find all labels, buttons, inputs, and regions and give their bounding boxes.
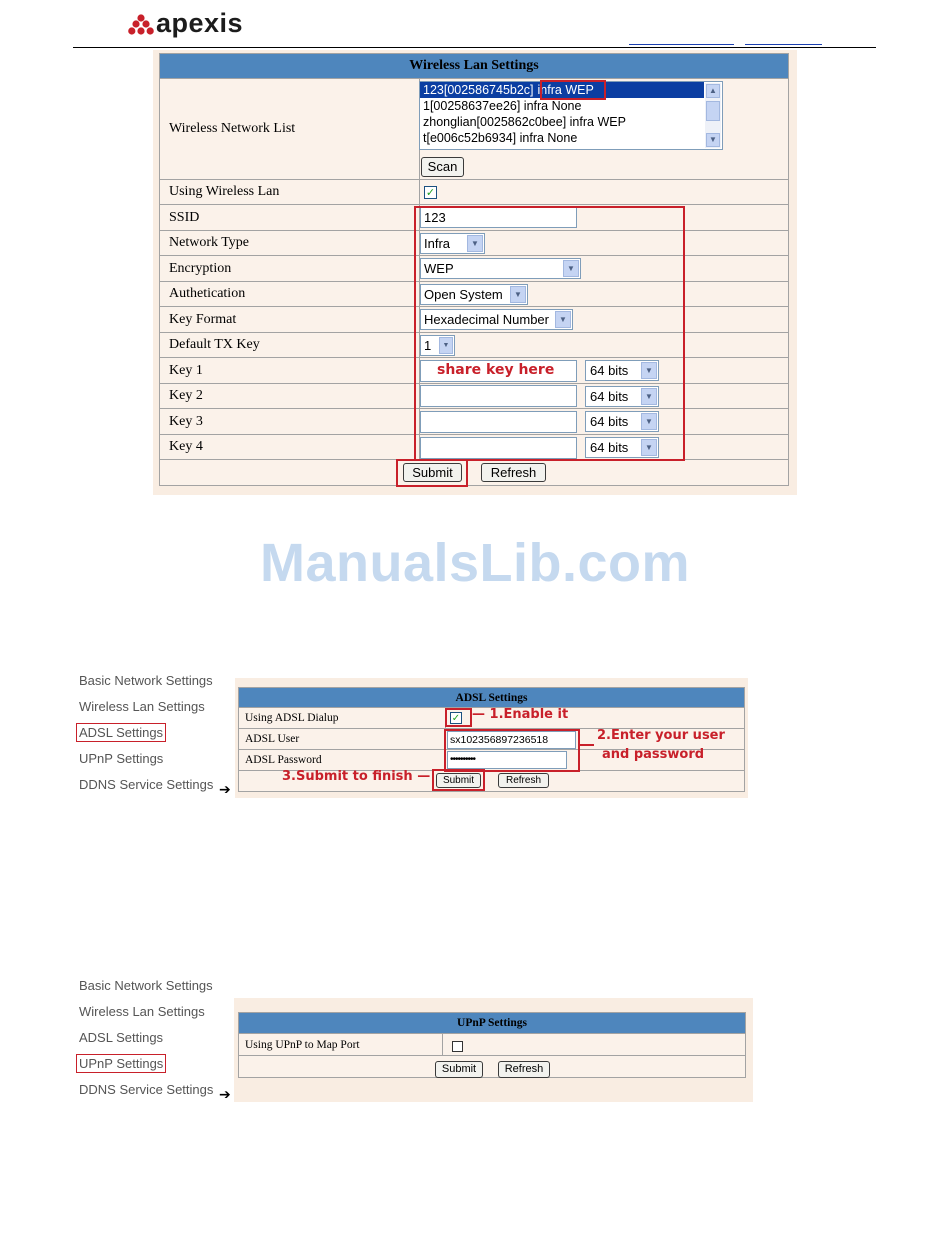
watermark: ManualsLib.com <box>259 533 691 593</box>
network-item[interactable]: 1[00258637ee26] infra None <box>423 99 582 113</box>
header-rule <box>73 47 876 48</box>
chevron-down-icon: ▼ <box>439 337 453 354</box>
arrow-right-icon: ➔ <box>219 1087 231 1103</box>
menu-ddns-service[interactable]: DDNS Service Settings <box>79 777 214 792</box>
adsl-password-input[interactable]: •••••••••• <box>447 751 567 769</box>
highlight-adsl-submit <box>432 769 485 791</box>
menu-upnp-settings[interactable]: UPnP Settings <box>79 751 164 766</box>
label-adsl-password: ADSL Password <box>239 750 446 771</box>
label-key-2: Key 2 <box>160 384 420 409</box>
label-network-list: Wireless Network List <box>160 79 420 180</box>
upnp-screenshot <box>234 998 753 1102</box>
scroll-down-icon[interactable]: ▼ <box>706 133 720 147</box>
annotation-enable <box>472 707 568 722</box>
logo-text: apexis <box>156 8 244 38</box>
highlight-adsl-credentials <box>444 729 580 772</box>
label-default-tx-key: Default TX Key <box>160 333 420 358</box>
upnp-refresh-button[interactable]: Refresh <box>498 1061 550 1078</box>
label-key-3: Key 3 <box>160 409 420 435</box>
wireless-title: Wireless Lan Settings <box>160 54 789 79</box>
wireless-submit-button[interactable]: Submit <box>403 463 462 482</box>
chevron-down-icon: ▼ <box>641 439 657 456</box>
label-key-4: Key 4 <box>160 435 420 460</box>
label-using-upnp: Using UPnP to Map Port <box>239 1034 443 1056</box>
chevron-down-icon: ▼ <box>563 260 579 277</box>
network-type-value: Infra <box>424 236 451 251</box>
label-authentication: Authetication <box>160 282 420 307</box>
listbox-scrollbar[interactable] <box>705 83 721 148</box>
default-tx-key-value: 1 <box>424 338 432 353</box>
network-item-prefix: 123[002586745b2c] <box>423 83 534 97</box>
adsl-submit-button[interactable]: Submit <box>436 773 481 788</box>
label-ssid: SSID <box>160 205 420 231</box>
adsl-refresh-button[interactable]: Refresh <box>498 773 549 788</box>
using-upnp-checkbox[interactable] <box>452 1041 463 1052</box>
apexis-logo-mark-icon <box>128 14 154 36</box>
menu-adsl-settings[interactable]: ADSL Settings <box>79 1030 164 1045</box>
adsl-title: ADSL Settings <box>239 688 745 708</box>
menu-wireless-lan[interactable]: Wireless Lan Settings <box>79 699 205 714</box>
wireless-refresh-button[interactable]: Refresh <box>481 463 546 482</box>
ssid-input[interactable]: 123 <box>420 207 577 228</box>
menu-basic-network[interactable]: Basic Network Settings <box>79 978 213 993</box>
label-adsl-user: ADSL User <box>239 729 446 750</box>
upnp-settings-table <box>238 1012 746 1078</box>
highlight-infra-wep <box>537 80 606 100</box>
annotation-submit <box>282 769 430 784</box>
using-adsl-checkbox[interactable]: ✓ <box>451 712 461 724</box>
label-encryption: Encryption <box>160 256 420 282</box>
chevron-down-icon: ▼ <box>641 388 657 405</box>
key-1-bits-value: 64 bits <box>590 363 629 378</box>
header-link-1[interactable] <box>629 34 734 45</box>
annotation-share-key: share key here <box>437 362 555 378</box>
chevron-down-icon: ▼ <box>555 311 571 328</box>
encryption-value: WEP <box>424 261 454 276</box>
key-3-bits-value: 64 bits <box>590 414 629 429</box>
chevron-down-icon: ▼ <box>641 362 657 379</box>
scroll-up-icon[interactable]: ▲ <box>706 84 720 98</box>
highlight-adsl-checkbox <box>445 708 472 727</box>
upnp-submit-button[interactable]: Submit <box>435 1061 483 1078</box>
annotation-user-line1: 2.Enter your user <box>597 728 725 743</box>
annotation-submit-text: 3.Submit to finish <box>282 769 413 784</box>
highlight-settings-fields <box>414 206 685 461</box>
menu-upnp-settings[interactable]: UPnP Settings <box>76 1054 166 1073</box>
header-link-2[interactable] <box>745 34 822 45</box>
scan-button[interactable]: Scan <box>421 157 464 177</box>
network-item-suffix: infra WEP <box>537 83 594 97</box>
key-format-value: Hexadecimal Number <box>424 312 549 327</box>
menu-ddns-service[interactable]: DDNS Service Settings <box>79 1082 214 1097</box>
adsl-user-input[interactable]: sx102356897236518 <box>447 731 576 749</box>
network-item[interactable]: zhonglian[0025862c0bee] infra WEP <box>423 115 626 129</box>
annotation-submit-dash: — <box>417 769 431 784</box>
chevron-down-icon: ▼ <box>467 235 483 252</box>
using-wireless-checkbox[interactable]: ✓ <box>425 187 436 199</box>
scroll-thumb[interactable] <box>706 101 720 121</box>
menu-wireless-lan[interactable]: Wireless Lan Settings <box>79 1004 205 1019</box>
annotation-line <box>580 744 594 746</box>
menu-adsl-settings[interactable]: ADSL Settings <box>76 723 166 742</box>
network-item[interactable]: t[e006c52b6934] infra None <box>423 131 578 145</box>
upnp-title: UPnP Settings <box>239 1013 746 1034</box>
chevron-down-icon: ▼ <box>510 286 526 303</box>
label-key-format: Key Format <box>160 307 420 333</box>
highlight-submit <box>396 459 468 487</box>
annotation-enable-text: 1.Enable it <box>489 707 569 722</box>
arrow-right-icon: ➔ <box>219 782 231 798</box>
label-key-1: Key 1 <box>160 358 420 384</box>
label-using-adsl: Using ADSL Dialup <box>239 708 446 729</box>
menu-basic-network[interactable]: Basic Network Settings <box>79 673 213 688</box>
chevron-down-icon: ▼ <box>641 413 657 430</box>
label-network-type: Network Type <box>160 231 420 256</box>
label-using-wireless: Using Wireless Lan <box>160 180 420 205</box>
authentication-value: Open System <box>424 287 503 302</box>
annotation-enable-dash: — <box>472 707 485 722</box>
key-2-bits-value: 64 bits <box>590 389 629 404</box>
annotation-user-line2: and password <box>602 747 705 762</box>
key-4-bits-value: 64 bits <box>590 440 629 455</box>
